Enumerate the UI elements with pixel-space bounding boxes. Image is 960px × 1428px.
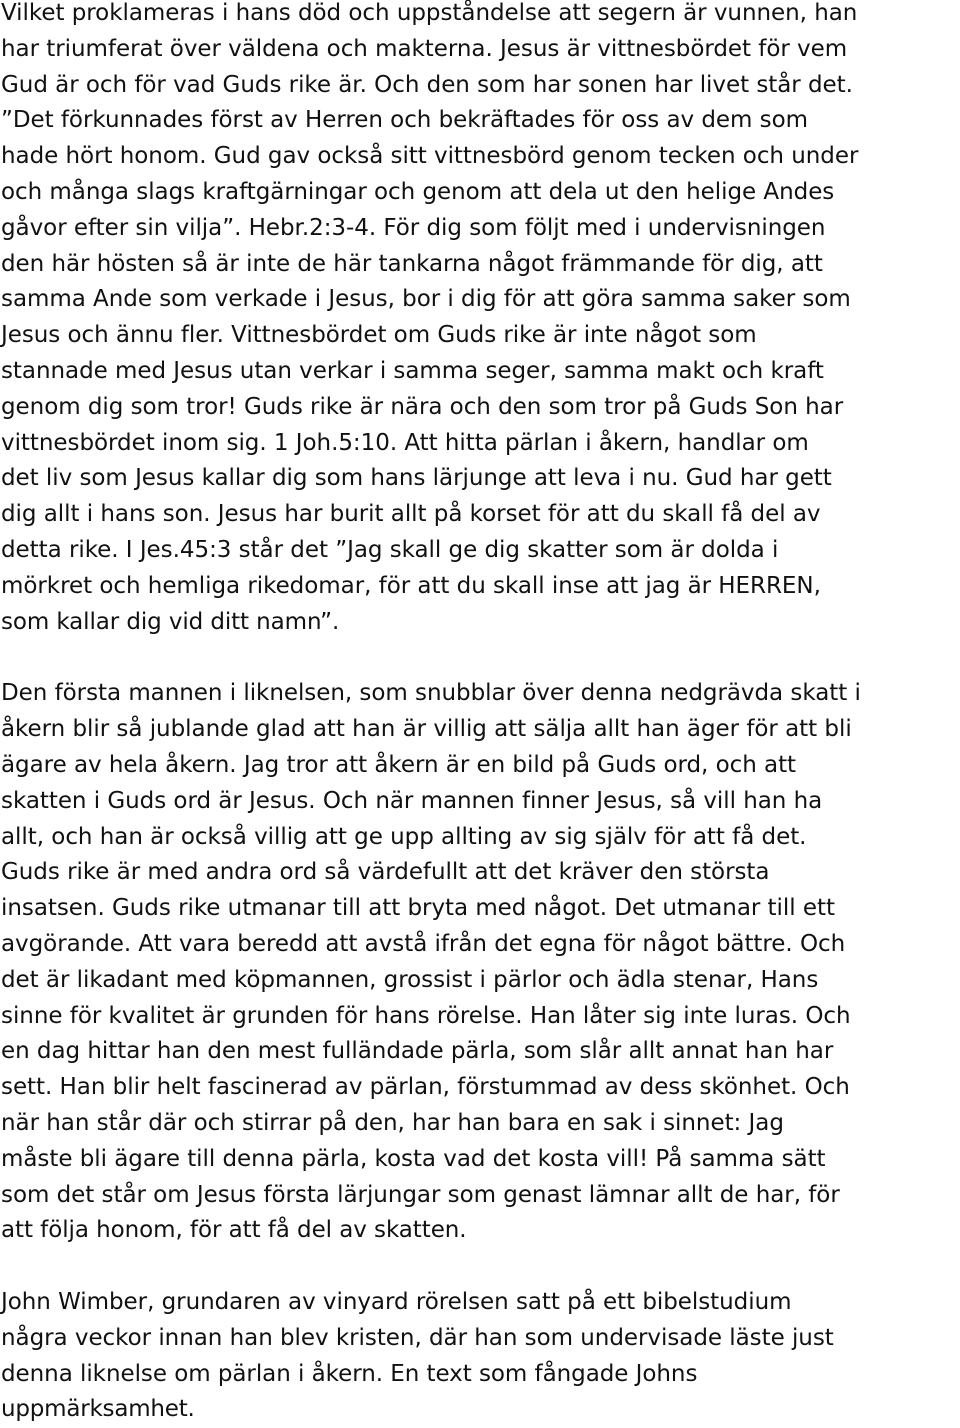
text-line: avgörande. Att vara beredd att avstå ifrån det egna för något bättre. Och <box>1 930 846 957</box>
text-line: Jesus och ännu fler. Vittnesbördet om Guds rike är inte något som <box>1 322 757 349</box>
text-line: sinne för kvalitet är grunden för hans rörelse. Han låter sig inte luras. Och <box>1 1002 851 1029</box>
text-line: och många slags kraftgärningar och genom att dela ut den helige Andes <box>1 178 835 205</box>
text-line: det liv som Jesus kallar dig som hans lärjunge att leva i nu. Gud har gett <box>1 465 832 492</box>
text-line: sett. Han blir helt fascinerad av pärlan, förstummad av dess skönhet. Och <box>1 1074 850 1101</box>
text-line: skatten i Guds ord är Jesus. Och när mannen finner Jesus, så vill han ha <box>1 787 823 814</box>
text-line: det är likadant med köpmannen, grossist i pärlor och ädla stenar, Hans <box>1 966 819 993</box>
text-line: genom dig som tror! Guds rike är nära och den som tror på Guds Son har <box>1 393 844 420</box>
text-line: den här hösten så är inte de här tankarna något främmande för dig, att <box>1 250 823 277</box>
paragraph-1 <box>1 0 960 640</box>
text-line: ”Det förkunnades först av Herren och bekräftades för oss av dem som <box>1 107 808 134</box>
text-line: denna liknelse om pärlan i åkern. En text som fångade Johns <box>1 1360 698 1387</box>
text-line: detta rike. I Jes.45:3 står det ”Jag skall ge dig skatter som är dolda i <box>1 536 779 563</box>
text-line: gåvor efter sin vilja”. Hebr.2:3-4. För dig som följt med i undervisningen <box>1 214 826 241</box>
text-line: dig allt i hans son. Jesus har burit allt på korset för att du skall få del av <box>1 501 821 528</box>
text-line: en dag hittar han den mest fulländade pärla, som slår allt annat han har <box>1 1038 834 1065</box>
text-line: John Wimber, grundaren av vinyard rörelsen satt på ett bibelstudium <box>1 1289 792 1316</box>
text-line: allt, och han är också villig att ge upp allting av sig själv för att få det. <box>1 823 807 850</box>
text-line: Guds rike är med andra ord så värdefullt att det kräver den största <box>1 859 770 886</box>
text-line: åkern blir så jublande glad att han är villig att sälja allt han äger för att bli <box>1 716 852 743</box>
text-line: uppmärksamhet. <box>1 1396 195 1423</box>
text-line: när han står där och stirrar på den, har han bara en sak i sinnet: Jag <box>1 1109 784 1136</box>
text-line: några veckor innan han blev kristen, där han som undervisade läste just <box>1 1324 834 1351</box>
text-line: insatsen. Guds rike utmanar till att bryta med något. Det utmanar till ett <box>1 895 835 922</box>
paragraph-2 <box>1 676 960 1249</box>
text-line: som kallar dig vid ditt namn”. <box>1 608 340 635</box>
text-line: Den första mannen i liknelsen, som snubblar över denna nedgrävda skatt i <box>1 680 861 707</box>
text-line: hade hört honom. Gud gav också sitt vittnesbörd genom tecken och under <box>1 143 859 170</box>
text-line: som det står om Jesus första lärjungar som genast lämnar allt de har, för <box>1 1181 840 1208</box>
paragraph-3 <box>1 1285 960 1428</box>
text-line: mörkret och hemliga rikedomar, för att du skall inse att jag är HERREN, <box>1 572 821 599</box>
text-line: Gud är och för vad Guds rike är. Och den som har sonen har livet står det. <box>1 71 853 98</box>
text-line: samma Ande som verkade i Jesus, bor i dig för att göra samma saker som <box>1 286 851 313</box>
text-line: ägare av hela åkern. Jag tror att åkern är en bild på Guds ord, och att <box>1 751 797 778</box>
text-line: Vilket proklameras i hans död och uppståndelse att segern är vunnen, han <box>1 0 858 26</box>
text-line: måste bli ägare till denna pärla, kosta vad det kosta vill! På samma sätt <box>1 1145 826 1172</box>
text-line: att följa honom, för att få del av skatten. <box>1 1217 467 1244</box>
text-line: vittnesbördet inom sig. 1 Joh.5:10. Att hitta pärlan i åkern, handlar om <box>1 429 809 456</box>
text-line: stannade med Jesus utan verkar i samma seger, samma makt och kraft <box>1 357 824 384</box>
text-line: har triumferat över väldena och makterna. Jesus är vittnesbördet för vem <box>1 35 848 62</box>
